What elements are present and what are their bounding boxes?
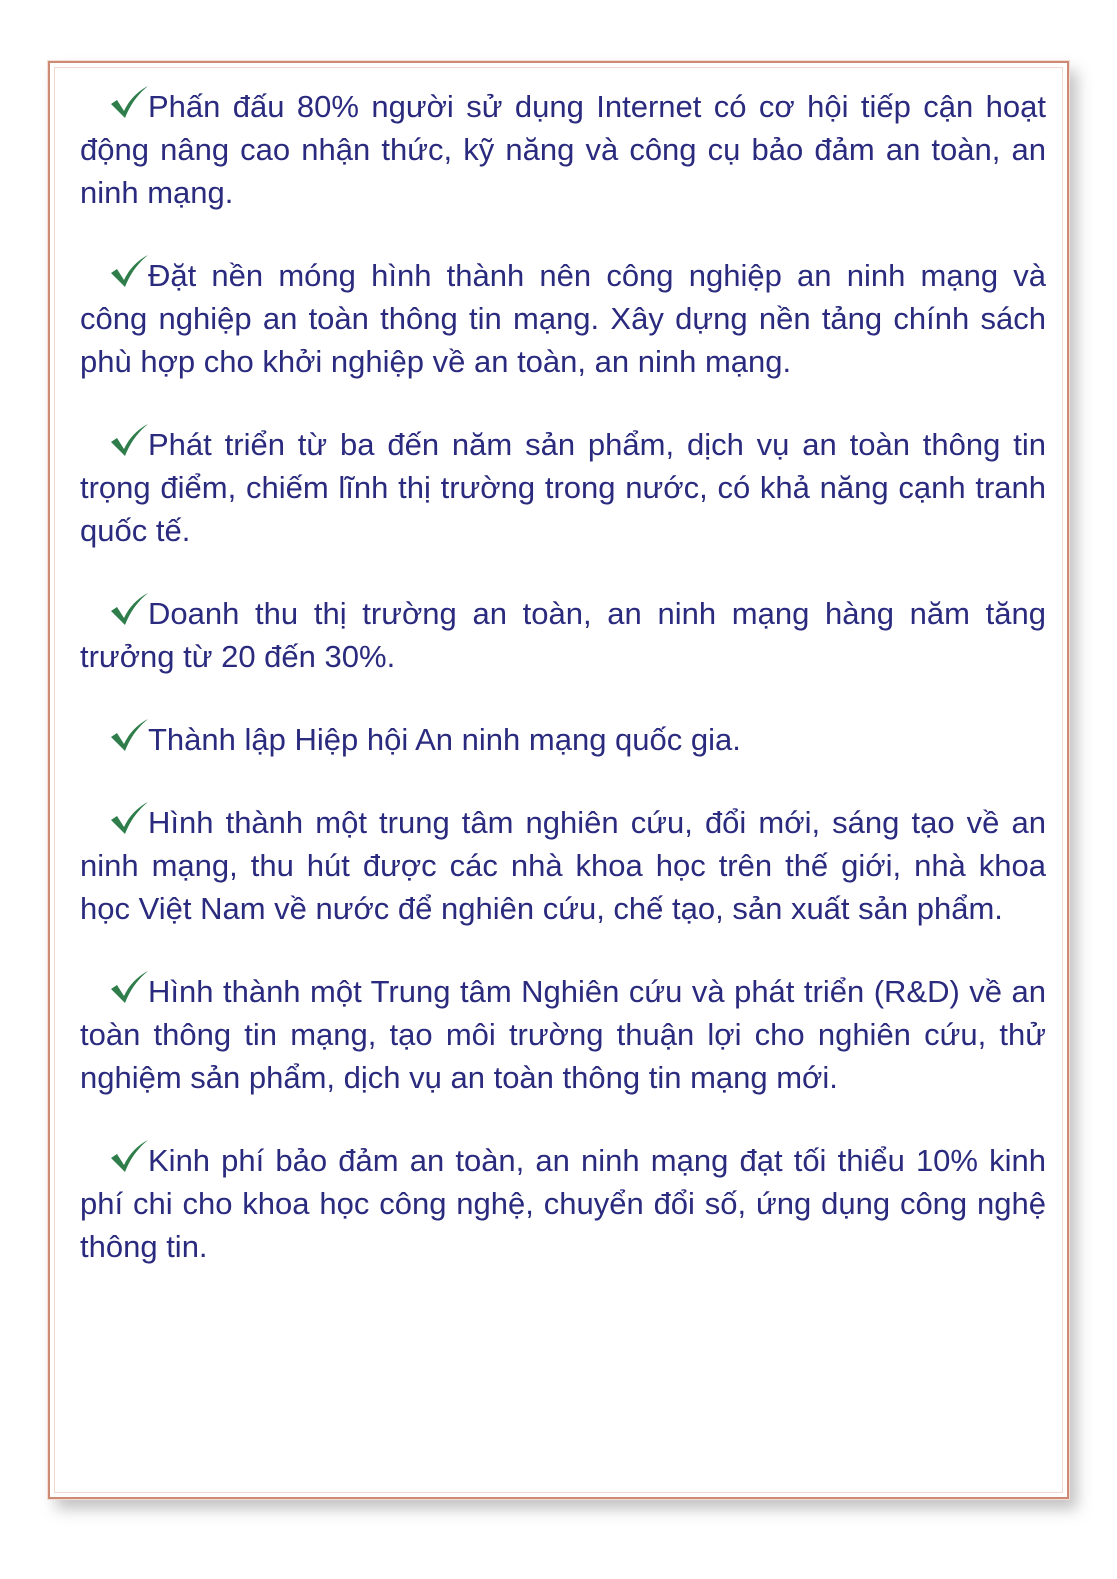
list-item — [80, 801, 1046, 930]
list-item — [80, 592, 1046, 678]
list-item-text: Hình thành một trung tâm nghiên cứu, đổi mới, sáng tạo về an ninh mạng, thu hút được các nhà khoa học trên thế giới, nhà khoa học Việt Nam về nước để nghiên cứu, chế tạo, sản xuất sản phẩm. — [80, 805, 1046, 926]
list-item-text: Phát triển từ ba đến năm sản phẩm, dịch vụ an toàn thông tin trọng điểm, chiếm lĩnh thị trường trong nước, có khả năng cạnh tranh quốc tế. — [80, 427, 1046, 548]
list-item — [80, 718, 1046, 761]
list-item-text: Thành lập Hiệp hội An ninh mạng quốc gia. — [148, 722, 741, 757]
check-mark-icon — [108, 85, 150, 121]
list-item-text: Kinh phí bảo đảm an toàn, an ninh mạng đạt tối thiểu 10% kinh phí chi cho khoa học công nghệ, chuyển đổi số, ứng dụng công nghệ thông tin. — [80, 1143, 1046, 1264]
target-list — [80, 85, 1046, 1308]
list-item — [80, 254, 1046, 383]
check-mark-icon — [108, 423, 150, 459]
check-mark-icon — [108, 592, 150, 628]
check-mark-icon — [108, 970, 150, 1006]
list-item — [80, 85, 1046, 214]
list-item-text: Hình thành một Trung tâm Nghiên cứu và phát triển (R&D) về an toàn thông tin mạng, tạo môi trường thuận lợi cho nghiên cứu, thử nghiệm sản phẩm, dịch vụ an toàn thông tin mạng mới. — [80, 974, 1046, 1095]
check-mark-icon — [108, 801, 150, 837]
list-item-text: Phấn đấu 80% người sử dụng Internet có cơ hội tiếp cận hoạt động nâng cao nhận thức, kỹ năng và công cụ bảo đảm an toàn, an ninh mạng. — [80, 89, 1046, 210]
document-frame — [48, 61, 1069, 1499]
check-mark-icon — [108, 1139, 150, 1175]
list-item-text: Đặt nền móng hình thành nên công nghiệp an ninh mạng và công nghiệp an toàn thông tin mạng. Xây dựng nền tảng chính sách phù hợp cho khởi nghiệp về an toàn, an ninh mạng. — [80, 258, 1046, 379]
list-item — [80, 970, 1046, 1099]
check-mark-icon — [108, 254, 150, 290]
list-item — [80, 1139, 1046, 1268]
check-mark-icon — [108, 718, 150, 754]
list-item — [80, 423, 1046, 552]
list-item-text: Doanh thu thị trường an toàn, an ninh mạng hàng năm tăng trưởng từ 20 đến 30%. — [80, 596, 1046, 674]
